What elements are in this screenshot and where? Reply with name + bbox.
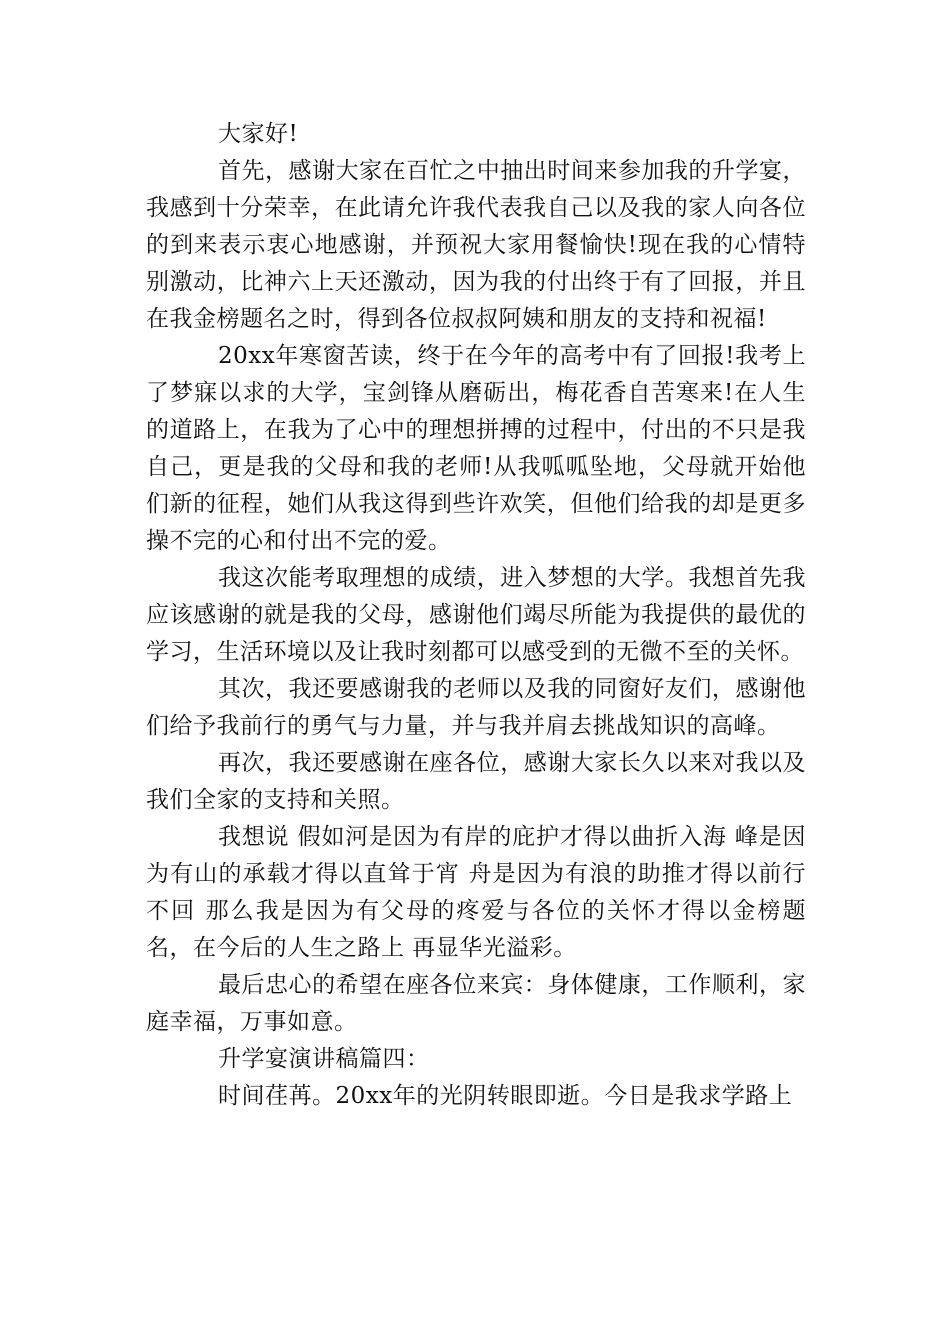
paragraph-metaphor: 我想说 假如河是因为有岸的庇护才得以曲折入海 峰是因为有山的承载才得以直耸于宵 舟是因为有浪的助推才得以前行不回 那么我是因为有父母的疼爱与各位的关怀才得以金榜题名，在今后的人生之路上 再显华光溢彩。 (146, 824, 806, 961)
paragraph-thanks-teachers: 其次，我还要感谢我的老师以及我的同窗好友们，感谢他们给予我前行的勇气与力量，并与我并肩去挑战知识的高峰。 (146, 676, 806, 739)
paragraph-thanks-attendance: 首先，感谢大家在百忙之中抽出时间来参加我的升学宴，我感到十分荣幸，在此请允许我代表我自己以及我的家人向各位的到来表示衷心地感谢，并预祝大家用餐愉快!现在我的心情特别激动，比神六上天还激动，因为我的付出终于有了回报，并且在我金榜题名之时，得到各位叔叔阿姨和朋友的支持和祝福! (146, 158, 806, 332)
section-heading: 升学宴演讲稿篇四： (218, 1046, 430, 1072)
paragraph-greeting: 大家好! (218, 121, 299, 147)
paragraph-thanks-parents: 我这次能考取理想的成绩，进入梦想的大学。我想首先我应该感谢的就是我的父母，感谢他们竭尽所能为我提供的最优的学习，生活环境以及让我时刻都可以感受到的无微不至的关怀。 (146, 565, 806, 665)
paragraph-next-speech: 时间荏苒。20xx年的光阴转眼即逝。今日是我求学路上 (218, 1083, 793, 1109)
paragraph-exam-result: 20xx年寒窗苦读，终于在今年的高考中有了回报!我考上了梦寐以求的大学，宝剑锋从磨砺出，梅花香自苦寒来!在人生的道路上，在我为了心中的理想拼搏的过程中，付出的不只是我自己，更是我的父母和我的老师!从我呱呱坠地，父母就开始他们新的征程，她们从我这得到些许欢笑，但他们给我的却是更多操不完的心和付出不完的爱。 (146, 343, 806, 554)
paragraph-wishes: 最后忠心的希望在座各位来宾：身体健康，工作顺利，家庭幸福，万事如意。 (146, 972, 806, 1035)
document-page (146, 116, 806, 1115)
paragraph-thanks-guests: 再次，我还要感谢在座各位，感谢大家长久以来对我以及我们全家的支持和关照。 (146, 750, 806, 813)
